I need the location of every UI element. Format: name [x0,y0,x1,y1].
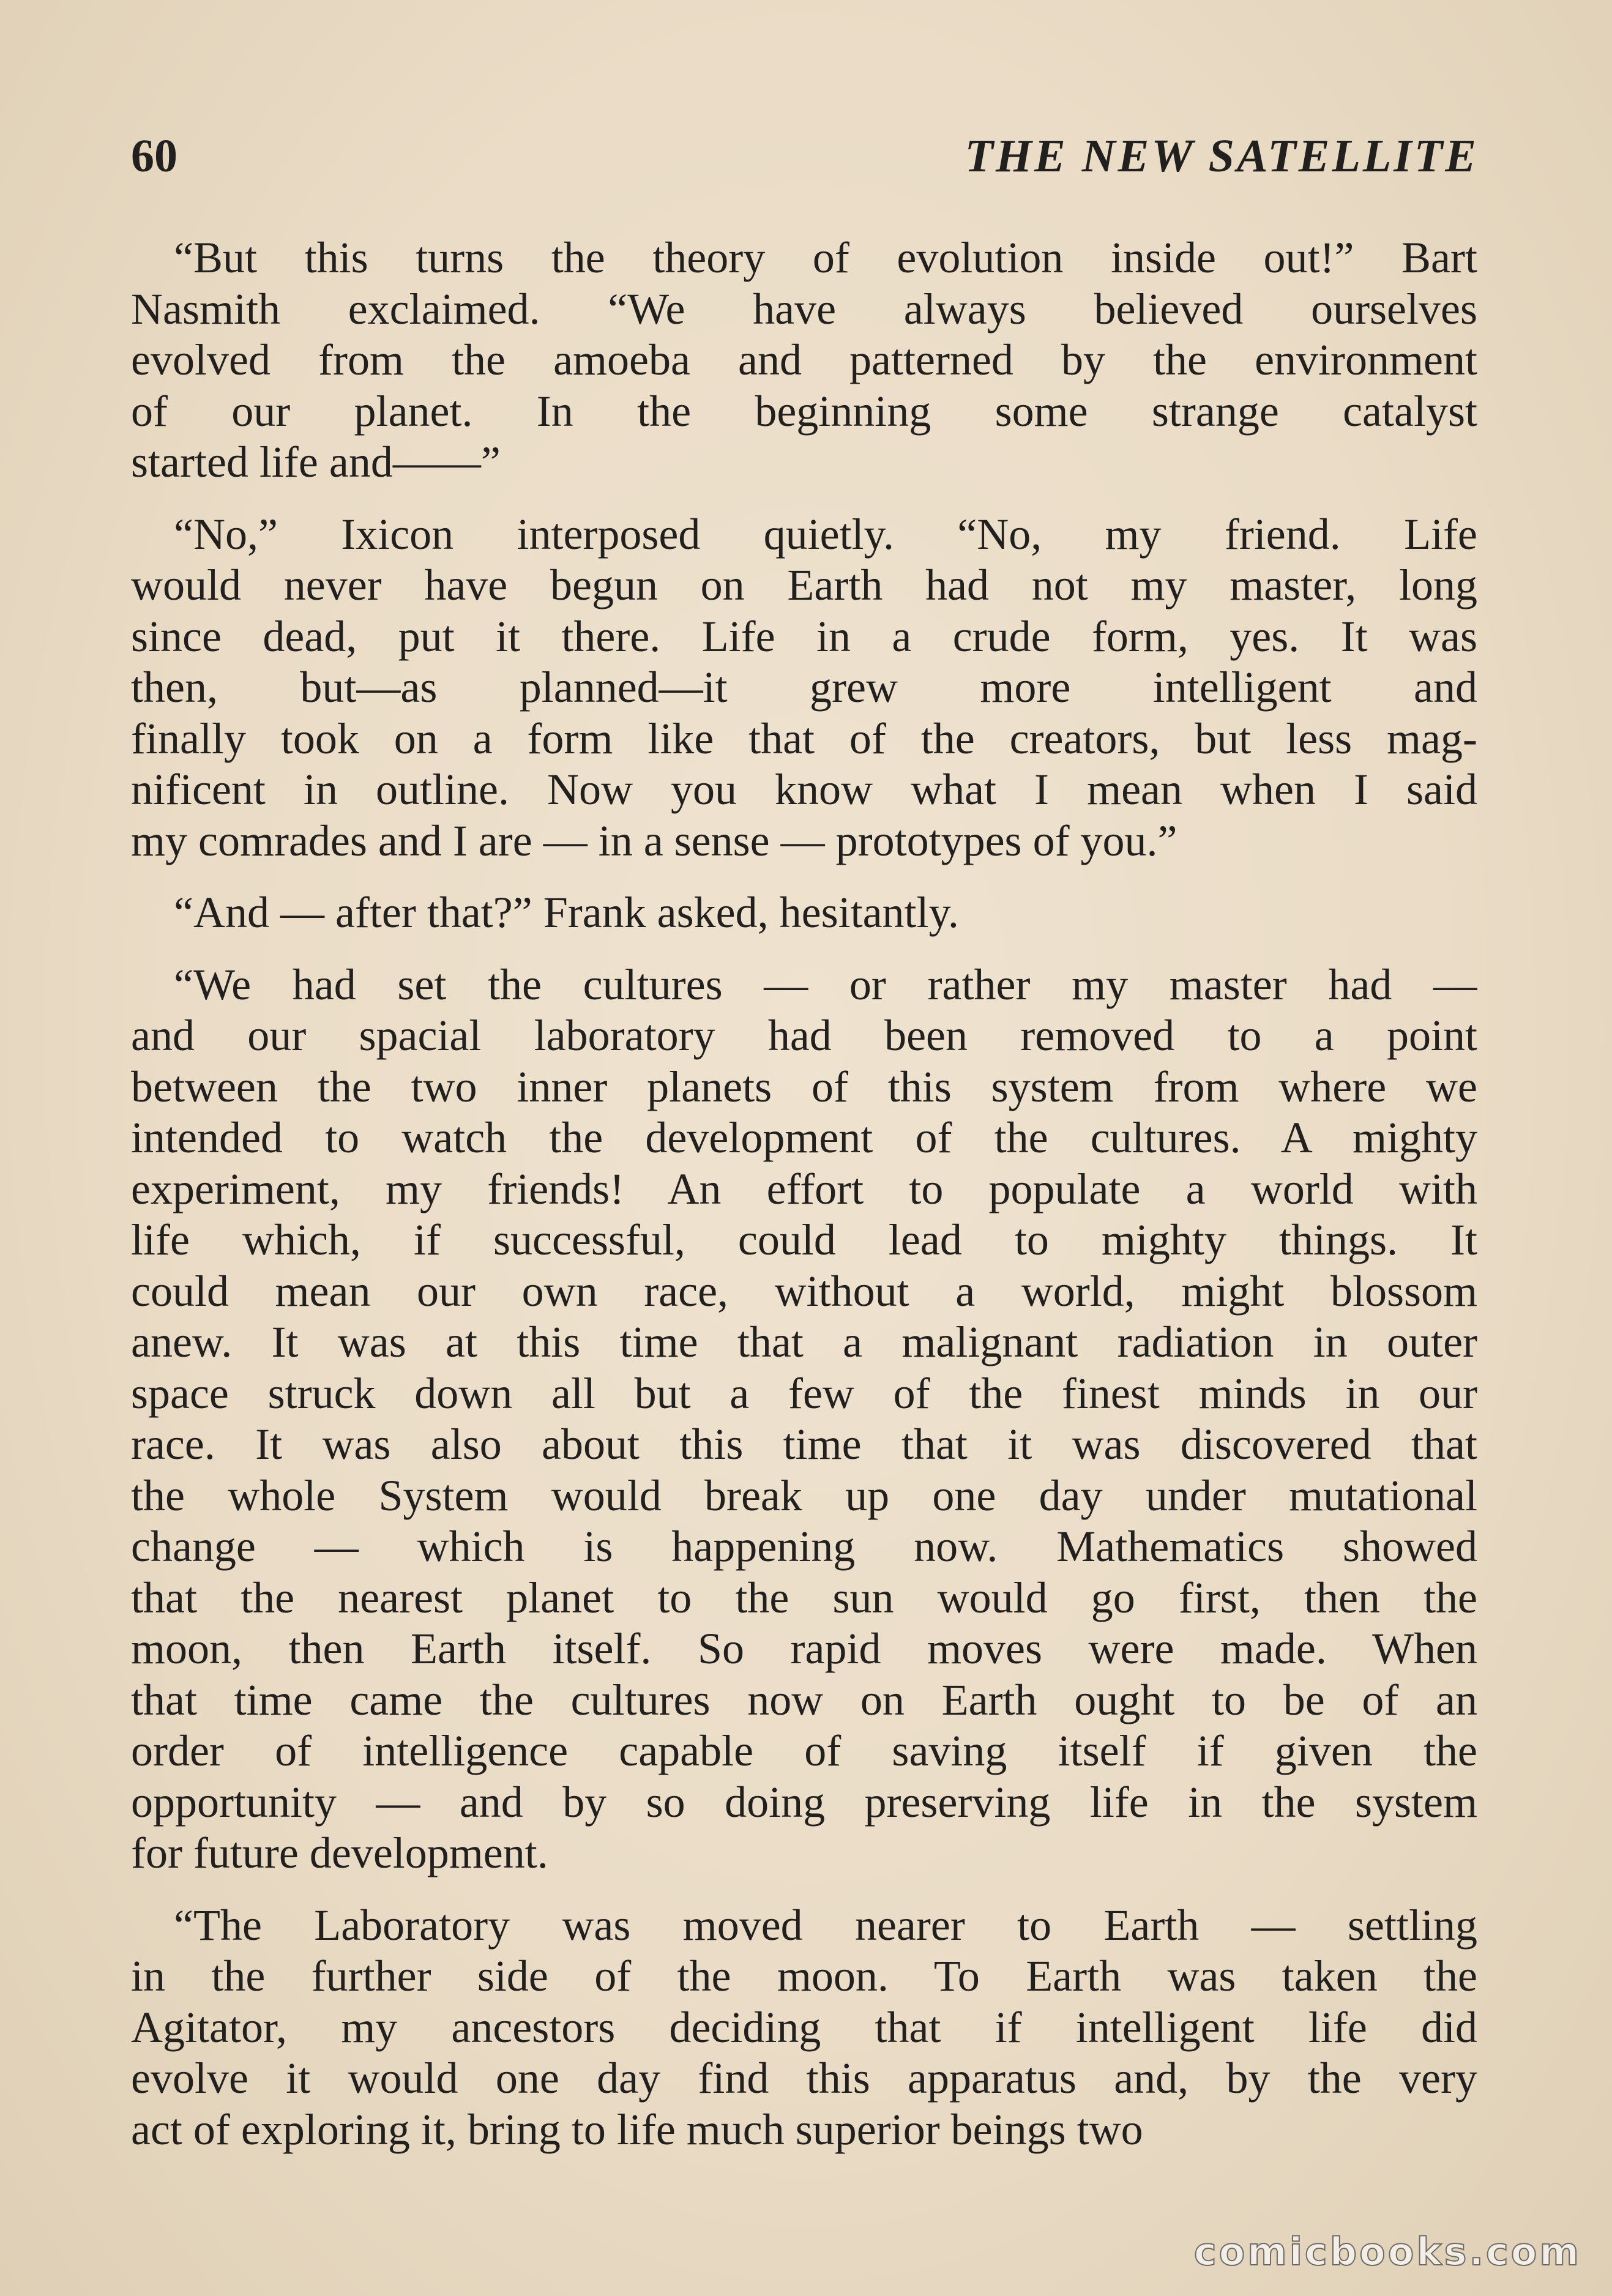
text-line: then, but—as planned—it grew more intelligent and [131,663,1477,712]
paragraph [131,233,1477,488]
text-line: in the further side of the moon. To Earth was taken the [131,1951,1477,2000]
text-line: “The Laboratory was moved nearer to Earth — settling [174,1900,1477,1950]
text-line: opportunity — and by so doing preserving life in the system [131,1777,1477,1827]
text-line: Agitator, my ancestors deciding that if intelligent life did [131,2002,1477,2052]
text-line: for future development. [131,1828,548,1877]
text-line: change — which is happening now. Mathematics showed [131,1522,1477,1571]
watermark-logo: comicbooks.com [1193,2229,1581,2274]
text-line: race. It was also about this time that it was discovered that [131,1420,1477,1469]
text-line: would never have begun on Earth had not my master, long [131,561,1477,609]
text-line: order of intelligence capable of saving itself if given the [131,1726,1477,1775]
text-line: my comrades and I are — in a sense — prototypes of you.” [131,816,1177,865]
page-number: 60 [131,130,177,182]
text-line: moon, then Earth itself. So rapid moves were made. When [131,1624,1477,1673]
text-line: intended to watch the development of the cultures. A mighty [131,1113,1477,1162]
text-line: the whole System would break up one day under mutational [131,1470,1477,1520]
text-line: that time came the cultures now on Earth ought to be of an [131,1675,1477,1724]
text-line: “And — after that?” Frank asked, hesitantly. [174,888,959,937]
text-line: space struck down all but a few of the finest minds in our [131,1368,1477,1418]
paragraph [131,1900,1477,2156]
text-line: since dead, put it there. Life in a crude form, yes. It was [131,611,1477,661]
body-text [131,233,1477,2176]
text-line: life which, if successful, could lead to mighty things. It [131,1215,1477,1264]
text-line: that the nearest planet to the sun would go first, then the [131,1573,1477,1622]
text-line: anew. It was at this time that a malignant radiation in outer [131,1318,1477,1366]
paragraph [131,960,1477,1879]
text-line: between the two inner planets of this system from where we [131,1062,1477,1111]
text-line: evolve it would one day find this apparatus and, by the very [131,2054,1477,2103]
text-line: of our planet. In the beginning some strange catalyst [131,386,1477,436]
text-line: experiment, my friends! An effort to populate a world with [131,1164,1477,1213]
paragraph [131,887,1477,939]
running-title: THE NEW SATELLITE [965,130,1479,182]
page-header [131,122,1479,190]
text-line: could mean our own race, without a world, might blossom [131,1266,1477,1316]
text-line: act of exploring it, bring to life much superior beings two [131,2104,1143,2154]
text-line: evolved from the amoeba and patterned by the environment [131,335,1477,384]
text-line: started life and——” [131,438,501,486]
text-line: finally took on a form like that of the creators, but less mag- [131,714,1477,763]
text-line: nificent in outline. Now you know what I mean when I said [131,765,1477,814]
paragraph [131,509,1477,867]
text-line: “No,” Ixicon interposed quietly. “No, my friend. Life [174,509,1477,559]
text-line: “But this turns the theory of evolution inside out!” Bart [174,233,1477,282]
text-line: “We had set the cultures — or rather my master had — [174,960,1477,1009]
text-line: Nasmith exclaimed. “We have always believed ourselves [131,284,1477,334]
text-line: and our spacial laboratory had been removed to a point [131,1011,1477,1060]
